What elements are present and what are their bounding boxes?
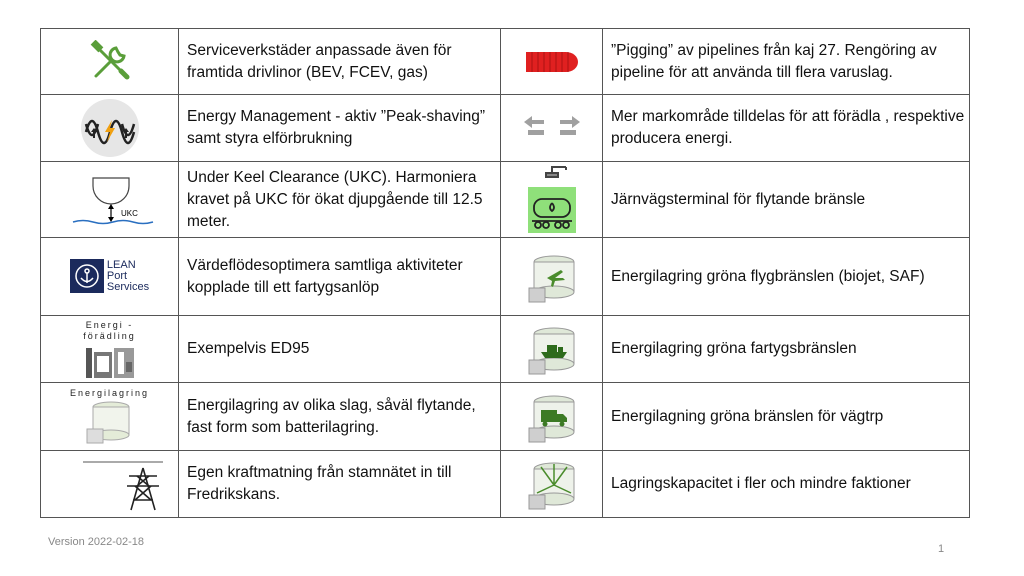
row-text: Järnvägsterminal för flytande bränsle bbox=[603, 162, 970, 238]
storage-tank-segmented-icon bbox=[501, 451, 603, 518]
row-text: Värdeflödesoptimera samtliga aktiviteter kopplade till ett fartygsanlöp bbox=[179, 238, 501, 316]
page-number: 1 bbox=[938, 543, 945, 555]
icon-caption: Energilagring bbox=[69, 388, 150, 398]
energy-storage-icon bbox=[41, 383, 179, 451]
pig-cleaning-icon bbox=[501, 29, 603, 95]
row-text: Mer markområde tilldelas för att förädla , respektive producera energi. bbox=[603, 95, 970, 162]
logo-text: Services bbox=[106, 280, 150, 293]
table-row bbox=[41, 238, 970, 316]
table-row bbox=[41, 316, 970, 383]
row-text: Lagringskapacitet i fler och mindre faktioner bbox=[603, 451, 970, 518]
row-text: Under Keel Clearance (UKC). Harmoniera kravet på UKC för ökat djupgående till 12.5 meter. bbox=[179, 162, 501, 238]
lean-port-services-logo bbox=[41, 238, 179, 316]
table-row bbox=[41, 451, 970, 518]
icon-caption: Energi -förädling bbox=[83, 320, 136, 341]
energy-management-icon bbox=[41, 95, 179, 162]
measures-table bbox=[40, 28, 970, 518]
exchange-arrows-icon bbox=[501, 95, 603, 162]
row-text: Energilagring gröna fartygsbränslen bbox=[603, 316, 970, 383]
version-label: Version 2022-02-18 bbox=[48, 536, 145, 548]
row-text: Energilagning gröna bränslen för vägtrp bbox=[603, 383, 970, 451]
row-text: Serviceverkstäder anpassade även för framtida drivlinor (BEV, FCEV, gas) bbox=[179, 29, 501, 95]
ukc-label: UKC bbox=[120, 208, 138, 218]
logo-text: Port bbox=[106, 269, 128, 282]
table-row bbox=[41, 29, 970, 95]
wrench-screwdriver-icon bbox=[41, 29, 179, 95]
storage-tank-truck-icon bbox=[501, 383, 603, 451]
energy-refining-icon bbox=[41, 316, 179, 383]
table-row bbox=[41, 162, 970, 238]
row-text: Energilagring gröna flygbränslen (biojet, SAF) bbox=[603, 238, 970, 316]
row-text: Exempelvis ED95 bbox=[179, 316, 501, 383]
row-text: Energy Management - aktiv ”Peak-shaving” samt styra elförbrukning bbox=[179, 95, 501, 162]
row-text: Egen kraftmatning från stamnätet in till Fredrikskans. bbox=[179, 451, 501, 518]
power-pylon-icon bbox=[41, 451, 179, 518]
table-row bbox=[41, 383, 970, 451]
rail-tank-car-icon bbox=[501, 162, 603, 238]
storage-tank-plane-icon bbox=[501, 238, 603, 316]
row-text: ”Pigging” av pipelines från kaj 27. Rengöring av pipeline för att använda till flera varuslag. bbox=[603, 29, 970, 95]
storage-tank-ship-icon bbox=[501, 316, 603, 383]
ukc-hull-icon bbox=[41, 162, 179, 238]
logo-text: LEAN bbox=[106, 258, 136, 271]
table-row bbox=[41, 95, 970, 162]
row-text: Energilagring av olika slag, såväl flytande, fast form som batterilagring. bbox=[179, 383, 501, 451]
